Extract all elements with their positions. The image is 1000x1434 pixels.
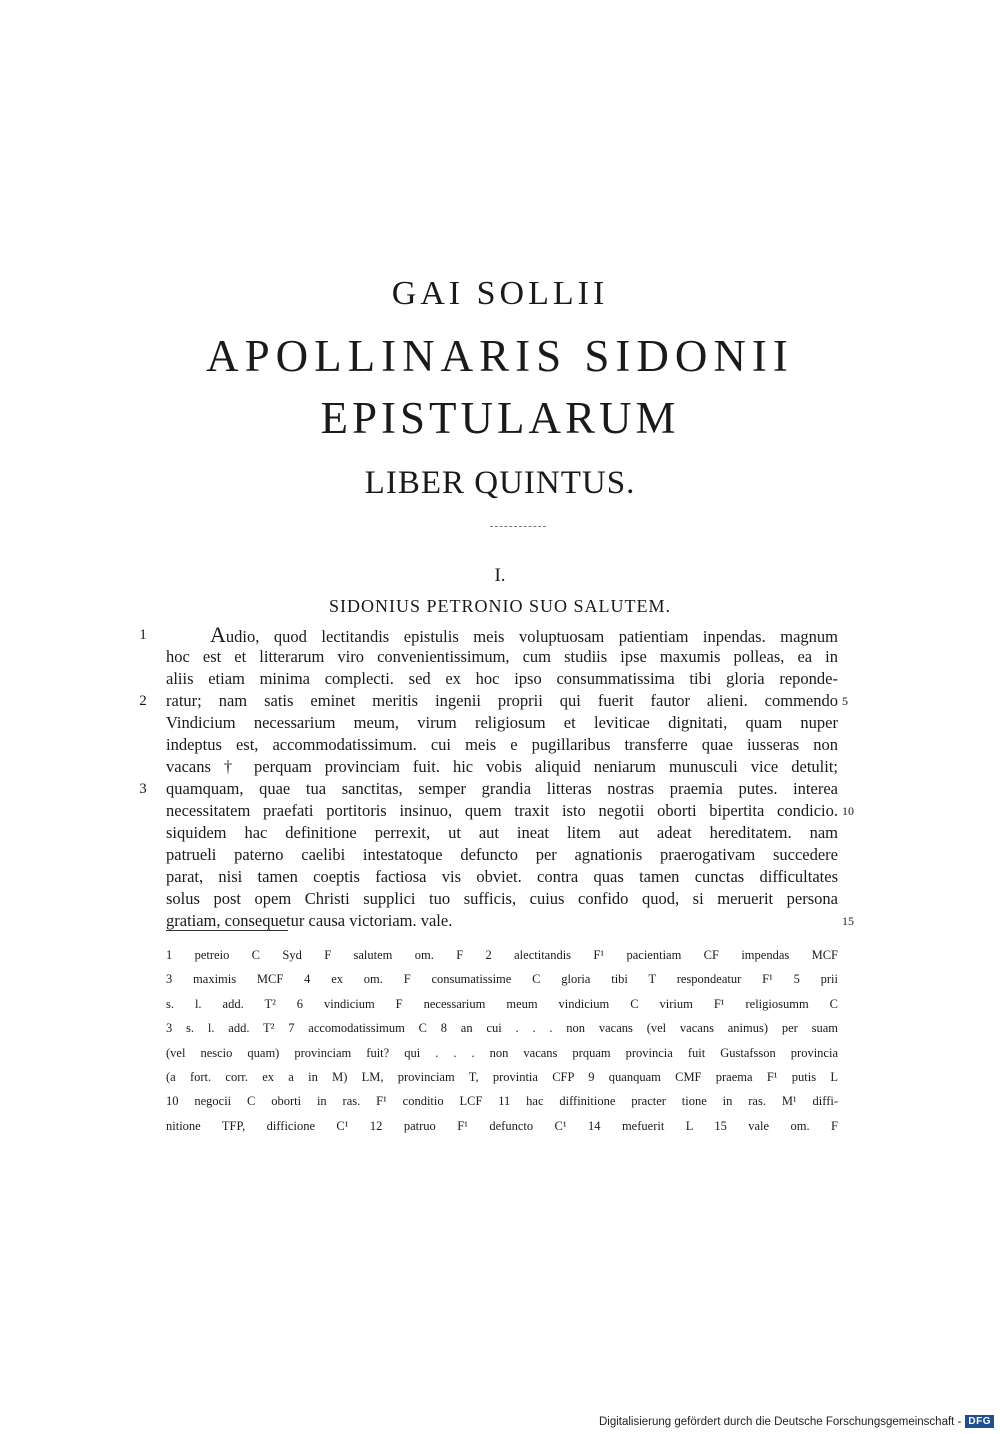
line-number: 5 (842, 694, 848, 708)
letter-number: I. (494, 565, 506, 586)
text-line (166, 690, 838, 712)
section-number: 3 (139, 781, 147, 797)
text-line (166, 756, 838, 778)
title-author-praenomen: GAI SOLLII (391, 275, 609, 312)
line-text: patrueli paterno caelibi intestatoque defuncto per agnationis praerogativam succedere (166, 845, 838, 864)
line-text: necessitatem praefati portitoris insinuo, quem traxit isto negotii oborti bipertita condicio. (166, 801, 838, 820)
title-work: EPISTULARUM (320, 393, 680, 443)
line-number: 15 (842, 914, 854, 928)
line-text: parat, nisi tamen coeptis factiosa vis obviet. contra quas tamen cunctas difficultates (166, 867, 838, 886)
text-line (166, 646, 838, 668)
line-text: vacans † perquam provinciam fuit. hic vobis aliquid neniarum munusculi vice detulit; (166, 757, 838, 776)
line-text: gratiam, consequetur causa victoriam. vale. (166, 911, 453, 930)
text-line (166, 844, 838, 866)
line-text: ratur; nam satis eminet meritis ingenii proprii qui fuerit fautor alieni. commendo (166, 691, 838, 710)
line-number: 10 (842, 804, 854, 818)
apparatus-line: 3 maximis MCF 4 ex om. F consumatissime C gloria tibi T respondeatur F¹ 5 prii (166, 972, 838, 987)
title-author-name: APOLLINARIS SIDONII (206, 331, 794, 381)
line-text: hoc est et litterarum viro convenientissimum, cum studiis ipse maxumis polleas, ea in (166, 647, 838, 666)
apparatus-line: 1 petreio C Syd F salutem om. F 2 alectitandis F¹ pacientiam CF impendas MCF (166, 948, 838, 962)
text-line (166, 910, 838, 932)
text-line (166, 822, 838, 844)
line-text: udio, quod lectitandis epistulis meis voluptuosam patientiam inpendas. magnum (225, 627, 838, 646)
line-text: aliis etiam minima complecti. sed ex hoc ipso consummatissima tibi gloria repondе- (166, 669, 838, 688)
apparatus-line: (vel nescio quam) provinciam fuit? qui . . . non vacans prquam provincia fuit Gustafsson provincia (166, 1045, 838, 1060)
title-book: LIBER QUINTUS. (364, 465, 636, 501)
letter-salutation: SIDONIUS PETRONIO SUO SALUTEM. (328, 596, 671, 616)
apparatus-line: 10 negocii C oborti in ras. F¹ conditio LCF 11 hac diffinitione practer tione in ras. M¹ diffi- (166, 1094, 838, 1109)
text-line (166, 800, 838, 822)
line-text: Vindicium necessarium meum, virum religiosum et leviticae dignitati, quam nuper (166, 713, 838, 732)
footer-text: Digitalisierung gefördert durch die Deutsche Forschungsgemeinschaft - (598, 1415, 962, 1428)
critical-apparatus (166, 943, 838, 1138)
line-text: solus post opem Christi supplici tuo sufficis, cuius confido quod, si meruerit persona (166, 889, 838, 908)
text-line (166, 778, 838, 800)
apparatus-line: 3 s. l. add. T² 7 accomodatissimum C 8 an cui . . . non vacans (vel vacans animus) per suam (166, 1021, 838, 1036)
apparatus-line: (a fort. corr. ex a in M) LM, provinciam T, provintia CFP 9 quanquam CMF praema F¹ putis L (166, 1069, 838, 1084)
apparatus-line: s. l. add. T² 6 vindicium F necessarium meum vindicium C virium F¹ religiosumm C (166, 996, 838, 1011)
initial-letter: A (210, 622, 226, 647)
apparatus-line: nitione TFP, difficione C¹ 12 patruo F¹ defuncto C¹ 14 mefuerit L 15 vale om. F (166, 1118, 838, 1133)
dfg-logo: DFG (965, 1415, 994, 1428)
ornament-divider (490, 526, 546, 527)
line-text: indeptus est, accommodatissimum. cui meis e pugillaribus transferre quae iusseras non (166, 735, 838, 754)
digitization-footer (599, 1415, 994, 1428)
section-number: 1 (139, 627, 147, 643)
apparatus-rule (166, 930, 288, 931)
text-line (166, 624, 838, 646)
line-text: siquidem hac definitione perrexit, ut aut ineat litem aut adeat hereditatem. nam (166, 823, 838, 842)
section-number: 2 (139, 693, 147, 709)
text-line (166, 866, 838, 888)
line-text: quamquam, quae tua sanctitas, semper grandia litteras nostras praemia putes. interea (166, 779, 838, 798)
text-line (166, 888, 838, 910)
letter-body (166, 624, 838, 932)
text-line (166, 668, 838, 690)
text-line (166, 712, 838, 734)
text-line (166, 734, 838, 756)
